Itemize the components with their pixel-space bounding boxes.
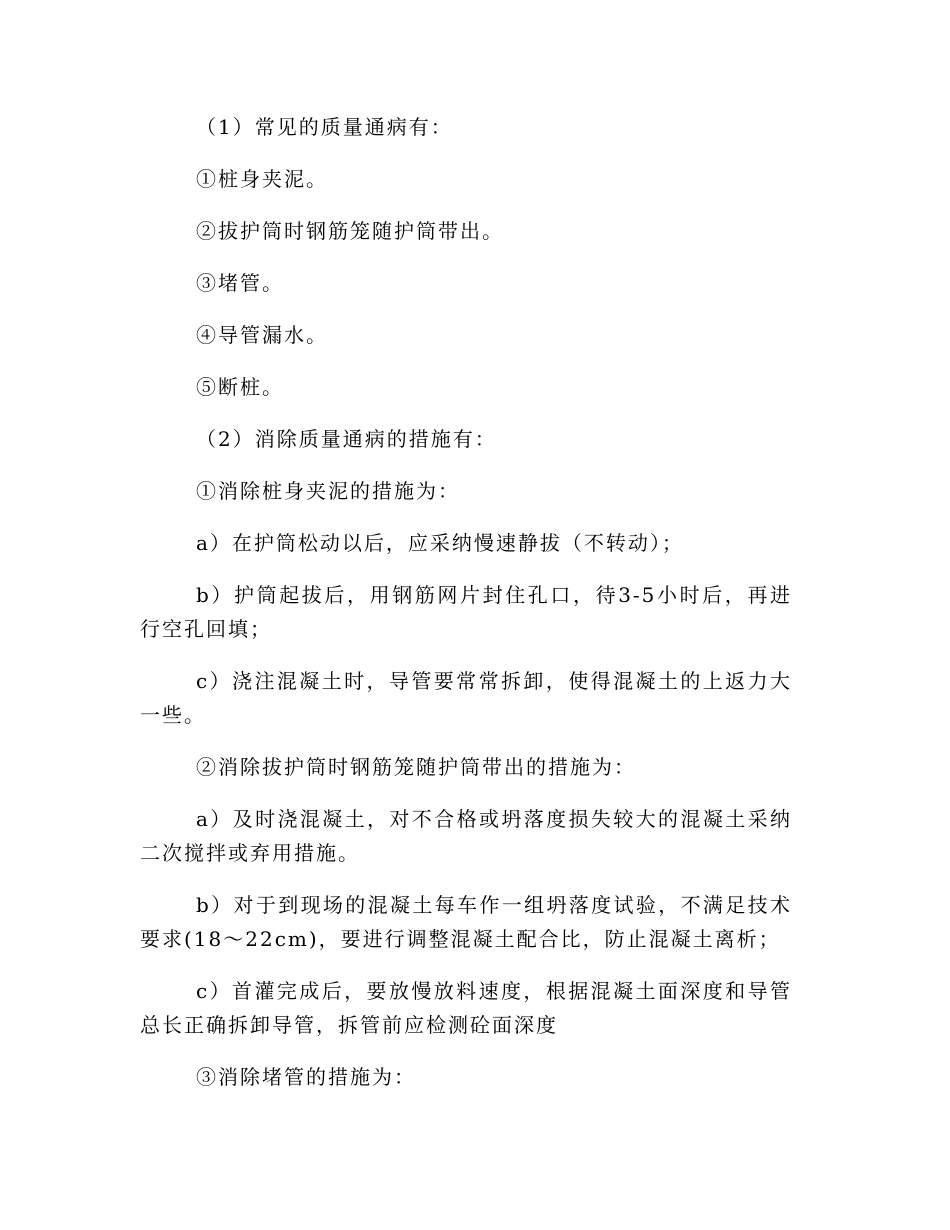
paragraph-defect-1: ①桩身夹泥。: [196, 167, 328, 191]
paragraph-measure-3-title: ③消除堵管的措施为：: [196, 1065, 416, 1089]
paragraph-defect-3: ③堵管。: [196, 271, 284, 295]
document-body: [140, 110, 792, 1112]
paragraph-measure-2c: c）首灌完成后，要放慢放料速度，根据混凝土面深度和导管总长正确拆卸导管，拆管前应检测砼面深度: [140, 979, 792, 1037]
paragraph-defect-5: ⑤断桩。: [196, 375, 284, 399]
paragraph-measure-1a: a）在护筒松动以后，应采纳慢速静拔（不转动）；: [196, 531, 684, 555]
paragraph-measure-1-title: ①消除桩身夹泥的措施为：: [196, 479, 460, 503]
paragraph-common-defects-heading: （1）常见的质量通病有：: [196, 115, 453, 139]
paragraph-defect-2: ②拔护筒时钢筋笼随护筒带出。: [196, 219, 504, 243]
paragraph-measure-2a: a）及时浇混凝土，对不合格或坍落度损失较大的混凝土采纳二次搅拌或弃用措施。: [140, 807, 792, 865]
paragraph-measure-2-title: ②消除拔护筒时钢筋笼随护筒带出的措施为：: [196, 755, 636, 779]
paragraph-defect-4: ④导管漏水。: [196, 323, 328, 347]
paragraph-measures-heading: （2）消除质量通病的措施有：: [196, 427, 497, 451]
paragraph-measure-1b: b）护筒起拔后，用钢筋网片封住孔口，待3-5小时后，再进行空孔回填；: [140, 583, 792, 641]
paragraph-measure-2b: b）对于到现场的混凝土每车作一组坍落度试验，不满足技术要求(18～22cm)，要进行调整混凝土配合比，防止混凝土离析；: [140, 893, 792, 951]
paragraph-measure-1c: c）浇注混凝土时，导管要常常拆卸，使得混凝土的上返力大一些。: [140, 669, 792, 727]
